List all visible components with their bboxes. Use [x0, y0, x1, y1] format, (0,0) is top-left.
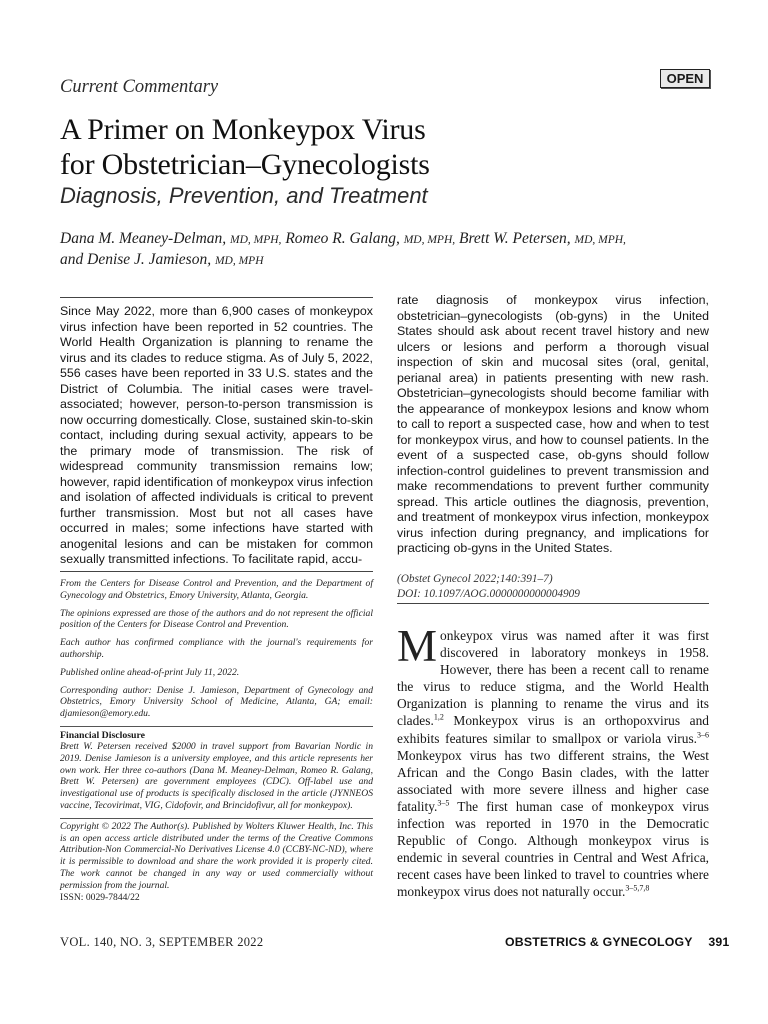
citation-divider — [397, 603, 709, 604]
journal-citation: (Obstet Gynecol 2022;140:391–7) — [397, 573, 553, 585]
author-list — [60, 229, 700, 271]
financial-disclosure-heading: Financial Disclosure — [60, 726, 373, 741]
reference-citation[interactable]: 3–5,7,8 — [625, 883, 650, 893]
doi: DOI: 10.1097/AOG.0000000000004909 — [397, 588, 580, 600]
abstract-column-right: rate diagnosis of monkeypox virus infection, obstetrician–gynecologists (ob-gyns) in the United States should ask about recent travel history and new ulcers or lesions and perform a thorough visual inspection of skin and mucosal sites (oral, genital, perianal area) in patients presenting with new rash. Obstetrician–gynecologists should become familiar with the appearance of monkeypox lesions and know whom to call to report a suspected case, how and when to test for monkeypox virus, and how to counsel patients. In the event of a suspected case, ob-gyns should follow infection-control guidelines to prevent transmission and make recommendations to prevent further community spread. This article outlines the diagnosis, prevention, and treatment of monkeypox virus infection, monkeypox virus infection during pregnancy, and implications for practicing ob-gyns in the United States. — [397, 293, 709, 555]
body-text-segment: onkeypox virus was named after it was first discovered in laboratory monkeys in 1958. However, there has been a recent call to rename the virus to reduce stigma, and the World Health Organization is planning to rename the virus and its clades. — [397, 628, 709, 729]
body-text-segment: The first human case of monkeypox virus infection was reported in 1970 in the Democratic Republic of Congo. Although monkeypox virus is endemic in several countries in Central and West Africa, recent cases have been linked to travel to countries where monkeypox virus does not naturally occur. — [397, 798, 709, 900]
drop-cap: M — [397, 621, 438, 671]
authorship-note: Each author has confirmed compliance with the journal's requirements for authorship. — [60, 637, 373, 660]
title-line-2: for Obstetrician–Gynecologists — [60, 148, 430, 181]
footer-journal — [505, 935, 729, 949]
reference-citation[interactable]: 3–6 — [697, 730, 709, 740]
reference-citation[interactable]: 1,2 — [433, 713, 444, 722]
body-paragraph — [397, 621, 709, 901]
notes-divider — [60, 571, 373, 572]
section-label: Current Commentary — [60, 77, 219, 97]
author-degrees: MD, MPH, — [574, 234, 626, 246]
body-text-segment: Monkeypox virus has two different strains, the West African and the Congo Basin clades, with the latter associated with more severe illness and higher case fatality. — [397, 747, 709, 814]
affiliation-note: From the Centers for Disease Control and Prevention, and the Department of Gynecology and Obstetrics, Emory University, Atlanta, Georgia. — [60, 578, 373, 601]
author-degrees: MD, MPH, — [403, 234, 456, 246]
open-access-badge: OPEN — [660, 69, 710, 88]
footer-journal-name: OBSTETRICS & GYNECOLOGY — [505, 935, 693, 949]
author-degrees: MD, MPH — [214, 255, 264, 267]
copyright-note: Copyright © 2022 The Author(s). Published by Wolters Kluwer Health, Inc. This is an open access article distributed under the terms of the Creative Commons Attribution-Non Commercial-No Derivatives License 4.0 (CCBY-NC-ND), where it is permissible to download and share the work provided it is properly cited. The work cannot be changed in any way or used commercially without permission from the journal. — [60, 818, 373, 892]
corresponding-author-note: Corresponding author: Denise J. Jamieson, Department of Gynecology and Obstetrics, Emory University School of Medicine, Atlanta, GA; email: djamieson@emory.edu. — [60, 684, 373, 720]
article-subtitle: Diagnosis, Prevention, and Treatment — [60, 183, 428, 208]
disclaimer-note: The opinions expressed are those of the authors and do not represent the official position of the Centers for Disease Control and Prevention. — [60, 607, 373, 631]
financial-disclosure-text: Brett W. Petersen received $2000 in travel support from Bavarian Nordic in 2019. Denise Jamieson is a university employee, and this article represents her own work. Her three co-authors (Dana M. Meaney-Delman, Romeo R. Galang, Brett W. Petersen) are government employees (CDC). Off-label use and investigational use of products is specifically disclosed in the article (JYNNEOS vaccine, Tecovirimat, VIG, Cidofovir, and Brincidofivur, all for monkeypox). — [60, 740, 373, 811]
article-notes — [60, 578, 373, 909]
title-line-1: A Primer on Monkeypox Virus — [60, 113, 426, 146]
abstract-column-left: Since May 2022, more than 6,900 cases of monkeypox virus infection have been reported in 52 countries. The World Health Organization is planning to rename the virus and its clades to reduce stigma. As of July 5, 2022, 556 cases have been reported in 33 U.S. states and the District of Columbia. The initial cases were travel-associated; however, person-to-person transmission is now occurring domestically. Close, sustained skin-to-skin contact, including during sexual activity, appears to be the primary mode of transmission. The risk of widespread community transmission remains low; however, rapid identification of monkeypox virus infection and isolation of affected individuals is critical to prevent further transmission. Most but not all cases have occurred in males; some infections have started with anogenital lesions and can be mistaken for common sexually transmitted infections. To facilitate rapid, accu- — [60, 304, 373, 566]
citation-block — [397, 572, 709, 602]
page-number: 391 — [708, 935, 730, 949]
body-text-segment: Monkeypox virus is an orthopoxvirus and exhibits features similar to smallpox or variola virus. — [397, 713, 709, 746]
publication-date-note: Published online ahead-of-print July 11, 2022. — [60, 666, 240, 678]
author-name: Romeo R. Galang, — [285, 230, 400, 247]
article-title — [60, 112, 700, 182]
author-name: Dana M. Meaney-Delman, — [60, 230, 227, 247]
footer-volume: VOL. 140, NO. 3, SEPTEMBER 2022 — [60, 935, 264, 949]
issn: ISSN: 0029-7844/22 — [60, 891, 140, 903]
abstract-divider-left — [60, 297, 373, 298]
author-degrees: MD, MPH, — [230, 234, 282, 246]
author-name: Brett W. Petersen, — [459, 230, 571, 247]
author-name: and Denise J. Jamieson, — [60, 251, 212, 268]
reference-citation[interactable]: 3–5 — [437, 798, 450, 808]
